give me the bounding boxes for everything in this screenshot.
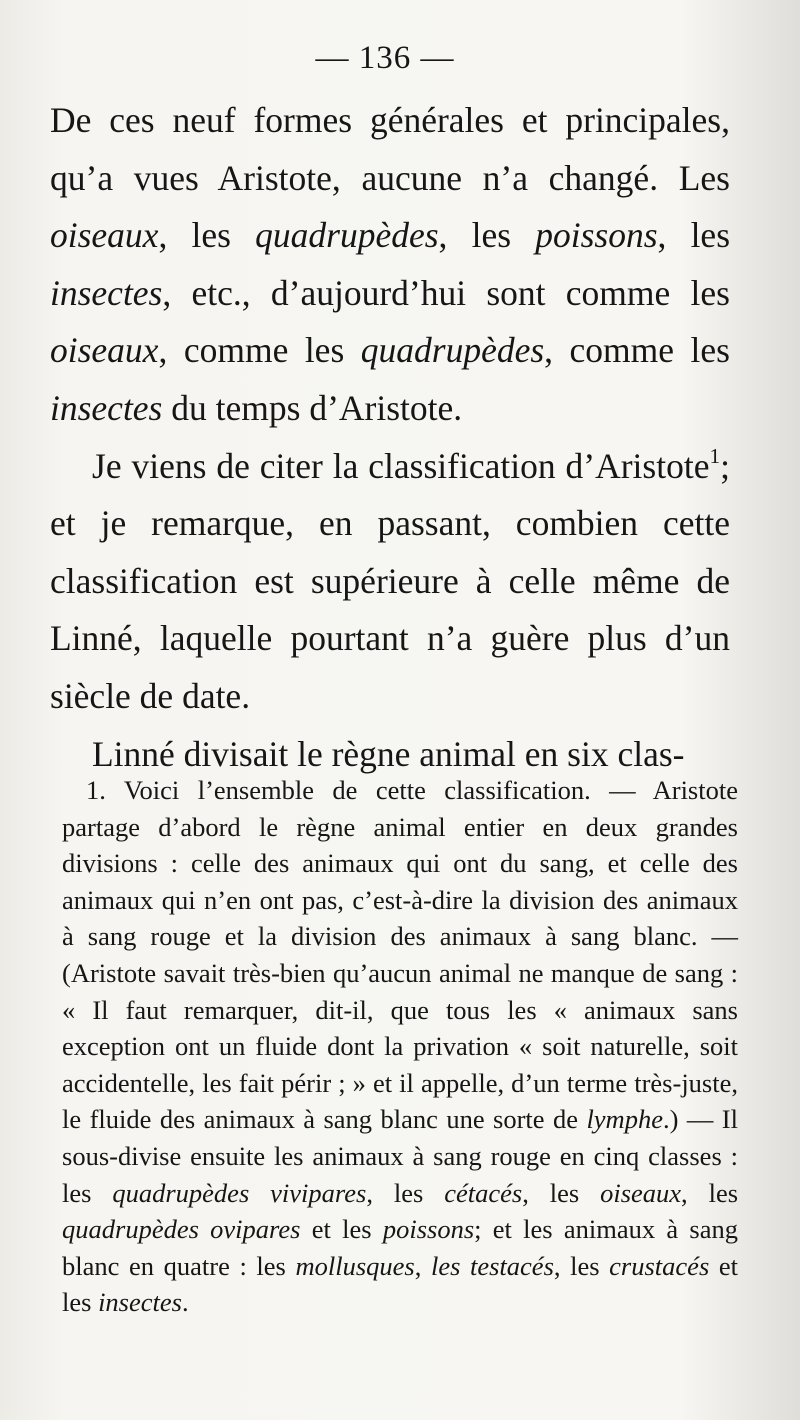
- text-run: , etc., d’aujourd’hui sont comme les: [162, 272, 730, 313]
- text-run: ; et je remarque, en passant, combien cette classification est supérieure à celle même de Linné, laquelle pourtant n’a guère plus d’un siècle de date.: [50, 445, 730, 716]
- text-run: De ces neuf formes générales et principales, qu’a vues Aristote, aucune n’a changé. Les: [50, 100, 730, 198]
- text-run: du temps d’Aristote.: [162, 387, 463, 428]
- main-text: [50, 92, 730, 783]
- italic-text: oiseaux: [50, 330, 159, 371]
- italic-text: cétacés: [444, 1177, 523, 1208]
- text-run: .) — Il sous-divise ensuite les animaux à sang rouge en cinq classes : les: [62, 1104, 738, 1208]
- text-run: , les: [366, 1177, 445, 1208]
- text-run: ,: [414, 1250, 431, 1281]
- italic-text: poissons: [382, 1214, 475, 1245]
- text-run: ; et les animaux à sang blanc en quatre : les: [62, 1214, 738, 1281]
- italic-text: quadrupèdes: [255, 215, 439, 256]
- text-run: , les: [657, 215, 731, 256]
- italic-text: oiseaux: [600, 1177, 682, 1208]
- italic-text: insectes: [50, 272, 163, 313]
- footnote-reference: 1: [709, 443, 721, 468]
- italic-text: quadrupèdes vivipares: [112, 1177, 367, 1208]
- italic-text: quadrupèdes ovipares: [62, 1214, 301, 1245]
- italic-text: insectes: [50, 387, 163, 428]
- italic-text: insectes: [98, 1287, 182, 1318]
- text-run: , les: [681, 1177, 739, 1208]
- footnote: [62, 772, 738, 1321]
- text-run: , les: [158, 215, 256, 256]
- text-run: .: [181, 1287, 189, 1318]
- footnote-paragraph: [62, 772, 738, 1321]
- text-run: , les: [553, 1250, 610, 1281]
- paragraph: [50, 438, 730, 726]
- text-run: Je viens de citer la classification d’Aristote: [92, 445, 710, 486]
- italic-text: oiseaux: [50, 215, 159, 256]
- text-run: et les: [62, 1250, 738, 1318]
- text-run: et les: [300, 1214, 383, 1245]
- italic-text: crustacés: [609, 1250, 710, 1281]
- page-number: — 136 —: [315, 40, 455, 76]
- italic-text: les testacés: [430, 1250, 554, 1281]
- italic-text: mollusques: [295, 1250, 415, 1281]
- text-run: , les: [522, 1177, 601, 1208]
- text-run: 1. Voici l’ensemble de cette classification. — Aristote partage d’abord le règne animal entier en deux grandes divisions : celle des animaux qui ont du sang, et celle des animaux qui n’en ont pas, c’est-à-dire la division des animaux à sang rouge et la division des animaux à sang blanc. — (Aristote savait très-bien qu’aucun animal ne manque de sang : « Il faut remarquer, dit-il, que tous les « animaux sans exception ont un fluide dont la privation « soit naturelle, soit accidentelle, les fait périr ; » et il appelle, d’un terme très-juste, le fluide des animaux à sang blanc une sorte de: [62, 775, 738, 1135]
- text-run: , les: [438, 215, 536, 256]
- text-run: , comme les: [544, 330, 730, 371]
- italic-text: poissons: [535, 215, 658, 256]
- text-run: Linné divisait le règne animal en six clas-: [92, 733, 685, 774]
- text-run: , comme les: [158, 330, 361, 371]
- italic-text: quadrupèdes: [360, 330, 545, 371]
- paragraph: [50, 92, 730, 438]
- italic-text: lymphe: [586, 1104, 663, 1135]
